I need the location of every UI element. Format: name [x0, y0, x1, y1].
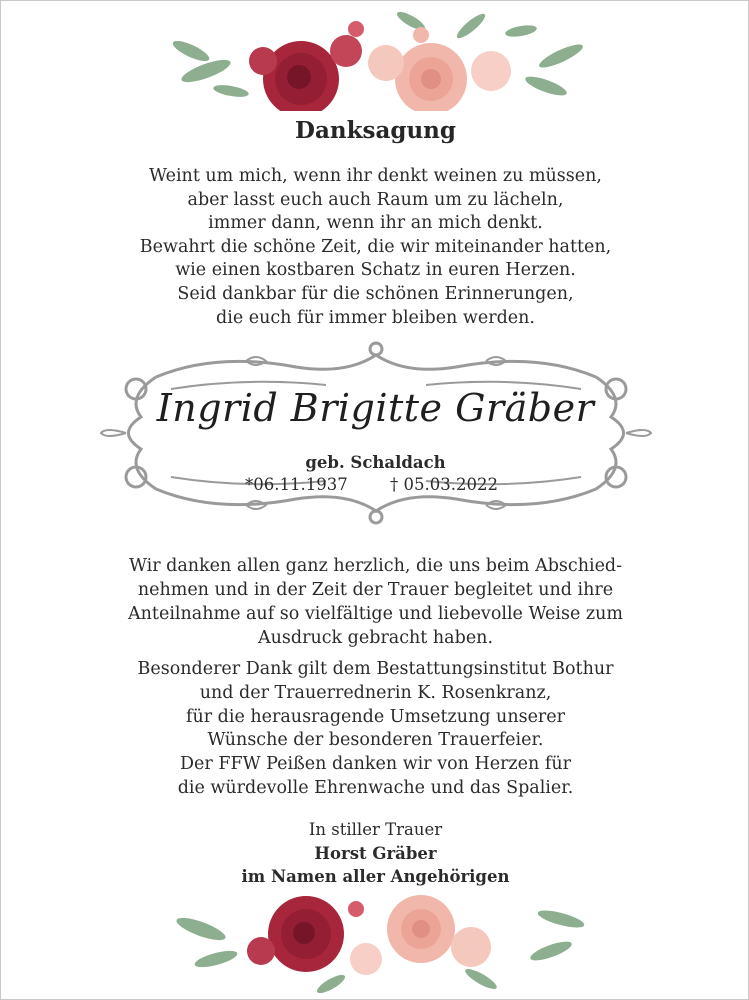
signature: [1, 818, 749, 889]
floral-decoration-top-icon: [1, 1, 749, 111]
text-line: Ausdruck gebracht haben.: [257, 628, 494, 648]
text-line: Anteilnahme auf so vielfältige und liebevolle Weise zum: [128, 604, 623, 624]
signature-name: Horst Gräber: [314, 843, 437, 863]
floral-decoration-bottom-icon: [1, 889, 749, 999]
text-line: Wir danken allen ganz herzlich, die uns beim Abschied-: [128, 556, 623, 576]
poem-line: wie einen kostbaren Schatz in euren Herzen.: [175, 260, 576, 281]
birth-name: geb. Schaldach: [305, 453, 446, 472]
text-line: Wünsche der besonderen Trauerfeier.: [207, 730, 544, 751]
signature-intro: In stiller Trauer: [308, 820, 443, 839]
ornamental-frame-icon: [96, 337, 656, 529]
page-title: Danksagung: [295, 117, 456, 144]
thanks-paragraph-1: [1, 554, 749, 650]
deceased-name: Ingrid Brigitte Gräber: [156, 386, 595, 430]
signature-family: im Namen aller Angehörigen: [241, 867, 510, 887]
text-line: nehmen und in der Zeit der Trauer begleitet und ihre: [137, 580, 614, 600]
poem-line: Weint um mich, wenn ihr denkt weinen zu müssen,: [149, 166, 602, 186]
birth-date: *06.11.1937: [245, 475, 348, 494]
poem-line: immer dann, wenn ihr an mich denkt.: [208, 213, 543, 234]
text-line: die würdevolle Ehrenwache und das Spalier.: [177, 777, 574, 798]
poem: [1, 165, 749, 330]
text-line: und der Trauerrednerin K. Rosenkranz,: [199, 682, 552, 703]
text-line: Besonderer Dank gilt dem Bestattungsinstitut Bothur: [137, 659, 614, 679]
poem-line: die euch für immer bleiben werden.: [216, 307, 535, 328]
poem-line: Seid dankbar für die schönen Erinnerungen,: [177, 283, 574, 304]
death-date: † 05.03.2022: [390, 475, 498, 494]
poem-line: aber lasst euch auch Raum um zu lächeln,: [187, 189, 564, 210]
text-line: Der FFW Peißen danken wir von Herzen für: [180, 754, 571, 775]
text-line: für die herausragende Umsetzung unserer: [185, 706, 566, 727]
poem-line: Bewahrt die schöne Zeit, die wir miteinander hatten,: [139, 236, 612, 257]
thanks-paragraph-2: [1, 658, 749, 801]
